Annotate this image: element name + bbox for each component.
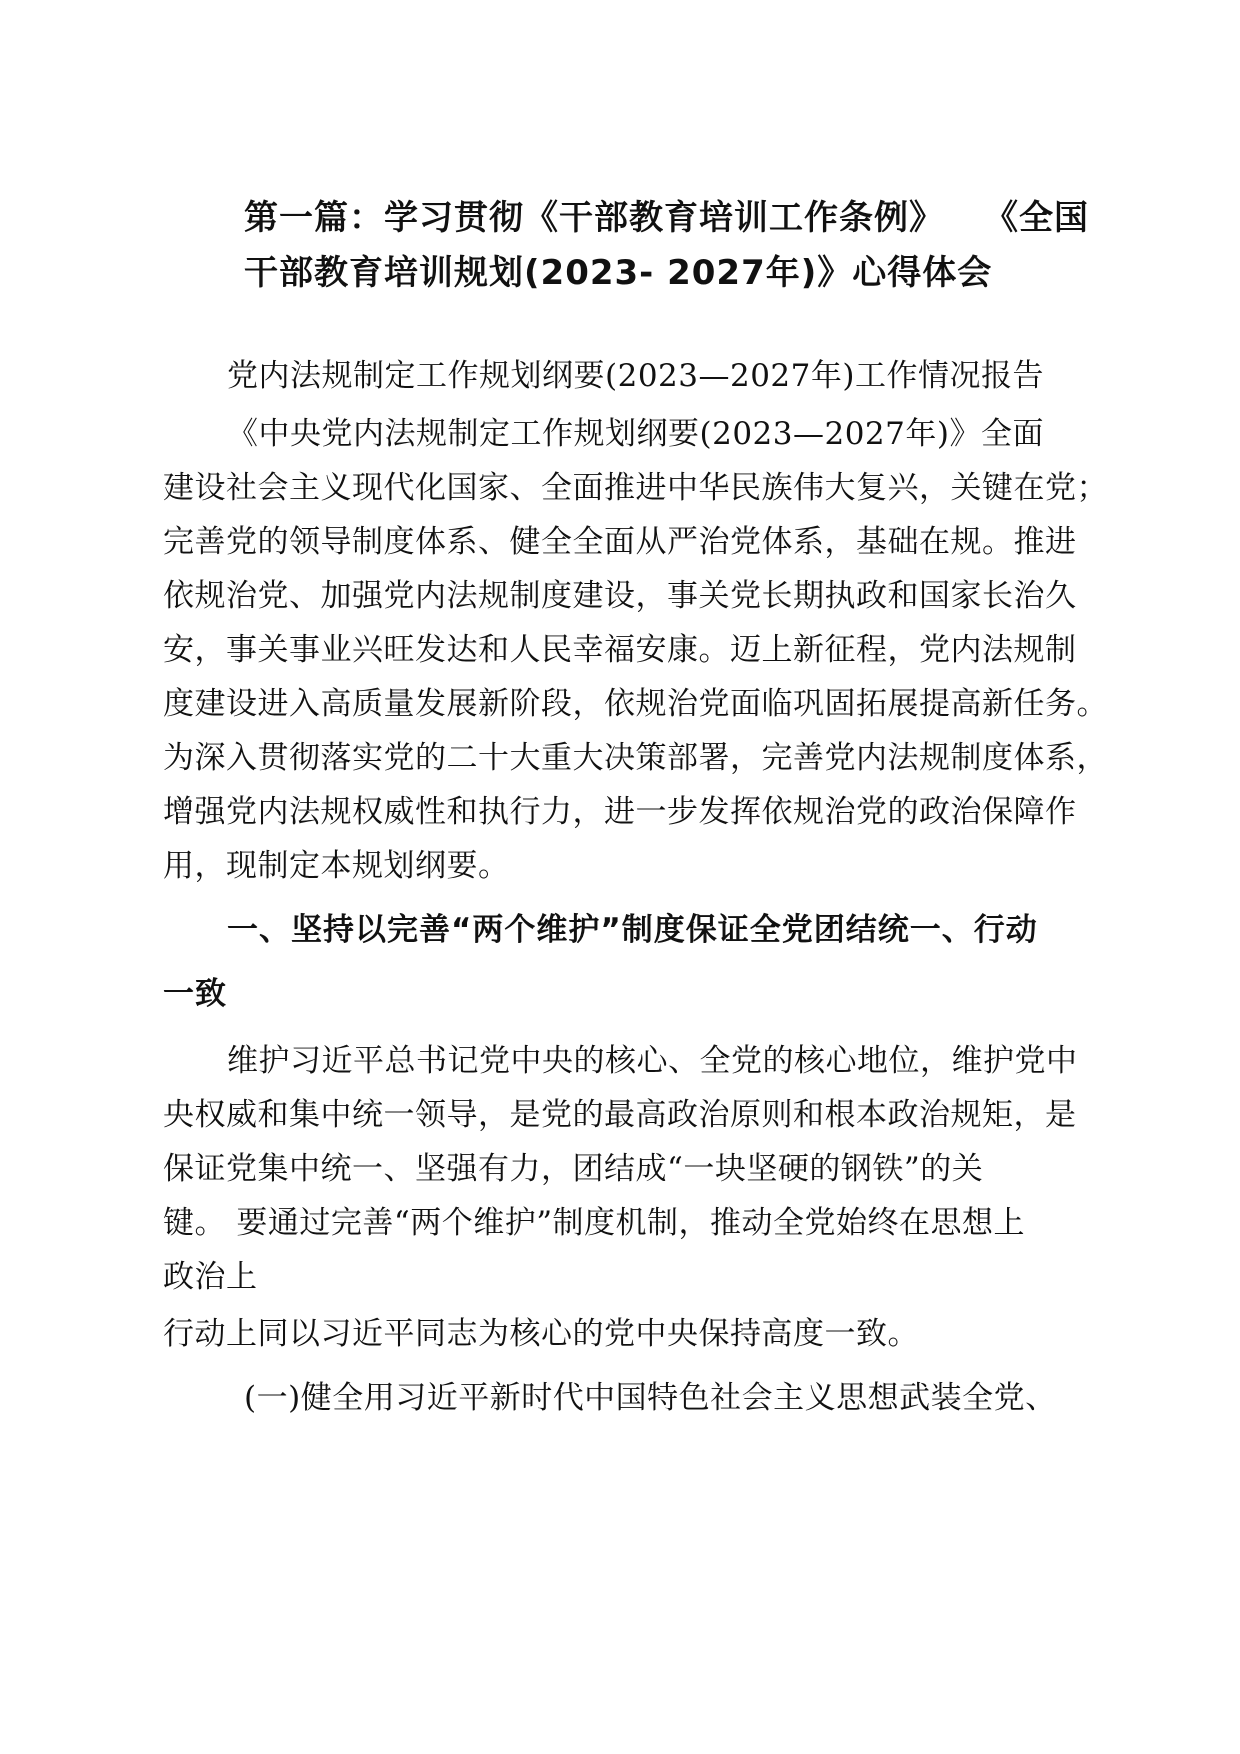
document-title-line-1 xyxy=(244,190,1104,239)
paragraph-line: 完善党的领导制度体系、健全全面从严治党体系，基础在规。推进 xyxy=(163,524,1077,560)
paragraph-line: 键。 要通过完善“两个维护”制度机制，推动全党始终在思想上 xyxy=(163,1205,1026,1241)
document-title-line-2: 干部教育培训规划(2023- 2027年)》心得体会 xyxy=(244,253,993,293)
subsection-line: (一)健全用习近平新时代中国特色社会主义思想武装全党、 xyxy=(244,1380,1057,1416)
section-heading-line-2: 一致 xyxy=(163,976,227,1012)
paragraph-line: 增强党内法规权威性和执行力，进一步发挥依规治党的政治保障作 xyxy=(163,794,1077,830)
paragraph-line: 行动上同以习近平同志为核心的党中央保持高度一致。 xyxy=(163,1316,919,1352)
paragraph-line: 政治上 xyxy=(163,1259,258,1295)
paragraph-line: 央权威和集中统一领导，是党的最高政治原则和根本政治规矩，是 xyxy=(163,1097,1077,1133)
paragraph-line: 《中央党内法规制定工作规划纲要(2023—2027年)》全面 xyxy=(227,416,1044,452)
paragraph-line: 度建设进入高质量发展新阶段，依规治党面临巩固拓展提高新任务。 xyxy=(163,686,1108,722)
paragraph-line: 保证党集中统一、坚强有力，团结成“一块坚硬的钢铁”的关 xyxy=(163,1151,984,1187)
paragraph-line: 用，现制定本规划纲要。 xyxy=(163,848,510,884)
paragraph-line: 建设社会主义现代化国家、全面推进中华民族伟大复兴，关键在党； xyxy=(163,470,1108,506)
paragraph-line: 为深入贯彻落实党的二十大重大决策部署，完善党内法规制度体系， xyxy=(163,740,1108,776)
paragraph-line: 安，事关事业兴旺发达和人民幸福安康。迈上新征程，党内法规制 xyxy=(163,632,1077,668)
section-heading-line-1: 一、坚持以完善“两个维护”制度保证全党团结统一、行动 xyxy=(227,912,1038,948)
title-part-a: 第一篇：学习贯彻《干部教育培训工作条例》 xyxy=(244,198,944,238)
subtitle: 党内法规制定工作规划纲要(2023—2027年)工作情况报告 xyxy=(227,358,1044,394)
title-part-b: 《全国 xyxy=(984,198,1089,238)
paragraph-line: 维护习近平总书记党中央的核心、全党的核心地位，维护党中 xyxy=(227,1043,1078,1079)
paragraph-line: 依规治党、加强党内法规制度建设，事关党长期执政和国家长治久 xyxy=(163,578,1077,614)
